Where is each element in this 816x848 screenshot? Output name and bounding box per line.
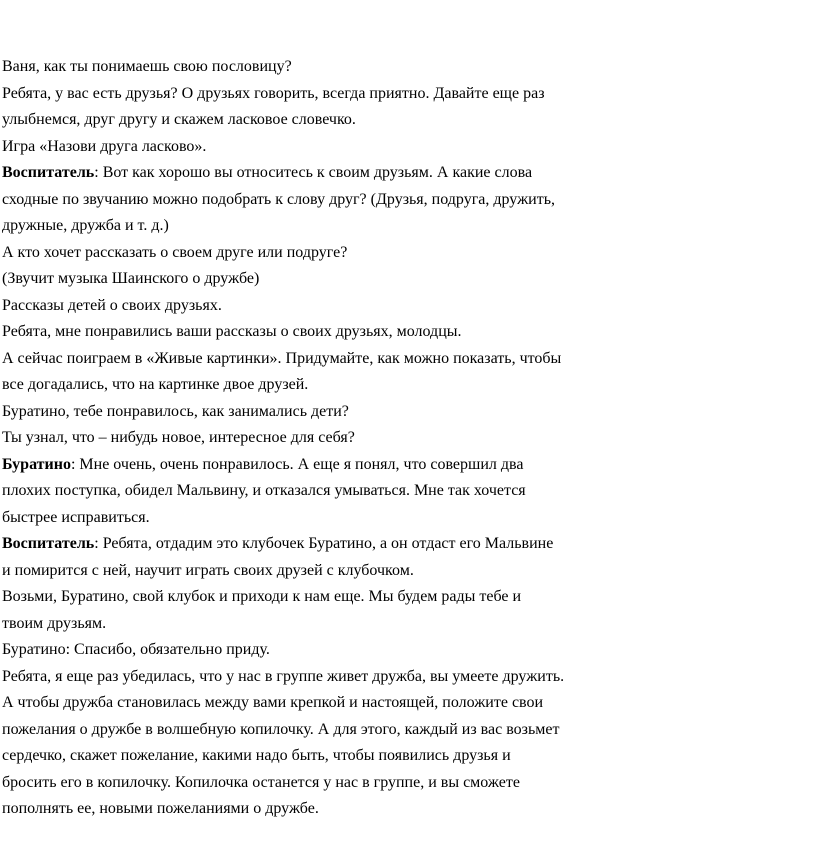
text-line xyxy=(0,690,816,717)
line-text: бросить его в копилочку. Копилочка останется у нас в группе, и вы сможете xyxy=(2,773,520,791)
text-line xyxy=(0,637,816,664)
text-line xyxy=(0,584,816,611)
document-body xyxy=(0,54,816,823)
text-line xyxy=(0,160,816,187)
text-line xyxy=(0,425,816,452)
line-text: А сейчас поиграем в «Живые картинки». Придумайте, как можно показать, чтобы xyxy=(2,349,562,367)
text-line xyxy=(0,240,816,267)
text-line xyxy=(0,107,816,134)
text-line xyxy=(0,213,816,240)
line-text: сердечко, скажет пожелание, какими надо быть, чтобы появились друзья и xyxy=(2,747,511,764)
line-text: : Вот как хорошо вы относитесь к своим друзьям. А какие слова xyxy=(94,164,533,181)
line-text: Ребята, у вас есть друзья? О друзьях говорить, всегда приятно. Давайте еще раз xyxy=(2,84,545,102)
text-line xyxy=(0,372,816,399)
text-line xyxy=(0,717,816,744)
line-text: пополнять ее, новыми пожеланиями о дружбе. xyxy=(2,800,319,817)
text-line xyxy=(0,81,816,108)
text-line xyxy=(0,346,816,373)
text-line xyxy=(0,134,816,161)
text-line xyxy=(0,531,816,558)
speaker-name: Буратино xyxy=(2,455,71,473)
text-line xyxy=(0,293,816,320)
line-text: Возьми, Буратино, свой клубок и приходи к нам еще. Мы будем рады тебе и xyxy=(2,588,522,605)
line-text: Ваня, как ты понимаешь свою пословицу? xyxy=(2,58,292,75)
line-text: Игра «Назови друга ласково». xyxy=(2,137,207,155)
line-text: : Ребята, отдадим это клубочек Буратино, а он отдаст его Мальвине xyxy=(94,535,554,552)
line-text: улыбнемся, друг другу и скажем ласковое словечко. xyxy=(2,111,356,128)
text-line xyxy=(0,611,816,638)
text-line xyxy=(0,743,816,770)
line-text: (Звучит музыка Шаинского о дружбе) xyxy=(2,270,260,287)
line-text: пожелания о дружбе в волшебную копилочку. А для этого, каждый из вас возьмет xyxy=(2,720,560,738)
line-text: все догадались, что на картинке двое друзей. xyxy=(2,376,309,393)
line-text: Буратино, тебе понравилось, как занимались дети? xyxy=(2,402,349,420)
text-line xyxy=(0,505,816,532)
text-line xyxy=(0,452,816,479)
line-text: А кто хочет рассказать о своем друге или подруге? xyxy=(2,243,348,261)
line-text: Ребята, мне понравились ваши рассказы о своих друзьях, молодцы. xyxy=(2,323,462,340)
text-line xyxy=(0,664,816,691)
line-text: и помирится с ней, научит играть своих друзей с клубочком. xyxy=(2,561,414,579)
speaker-name: Воспитатель xyxy=(2,164,95,181)
speaker-name: Воспитатель xyxy=(2,535,95,552)
line-text: : Мне очень, очень понравилось. А еще я понял, что совершил два xyxy=(70,455,524,473)
line-text: Буратино: Спасибо, обязательно приду. xyxy=(2,641,270,658)
line-text: А чтобы дружба становилась между вами крепкой и настоящей, положите свои xyxy=(2,694,544,711)
text-line xyxy=(0,770,816,797)
text-line xyxy=(0,558,816,585)
line-text: Рассказы детей о своих друзьях. xyxy=(2,296,222,314)
text-line xyxy=(0,187,816,214)
text-line xyxy=(0,399,816,426)
line-text: Ребята, я еще раз убедилась, что у нас в группе живет дружба, вы умеете дружить. xyxy=(2,667,565,685)
text-line xyxy=(0,478,816,505)
text-line xyxy=(0,266,816,293)
line-text: Ты узнал, что – нибудь новое, интересное для себя? xyxy=(2,429,355,446)
text-line xyxy=(0,796,816,823)
line-text: плохих поступка, обидел Мальвину, и отказался умываться. Мне так хочется xyxy=(2,482,526,499)
text-line xyxy=(0,319,816,346)
line-text: сходные по звучанию можно подобрать к слову друг? (Друзья, подруга, дружить, xyxy=(2,190,555,208)
text-line xyxy=(0,54,816,81)
line-text: дружные, дружба и т. д.) xyxy=(2,217,169,234)
line-text: твоим друзьям. xyxy=(2,614,107,632)
line-text: быстрее исправиться. xyxy=(2,508,150,526)
